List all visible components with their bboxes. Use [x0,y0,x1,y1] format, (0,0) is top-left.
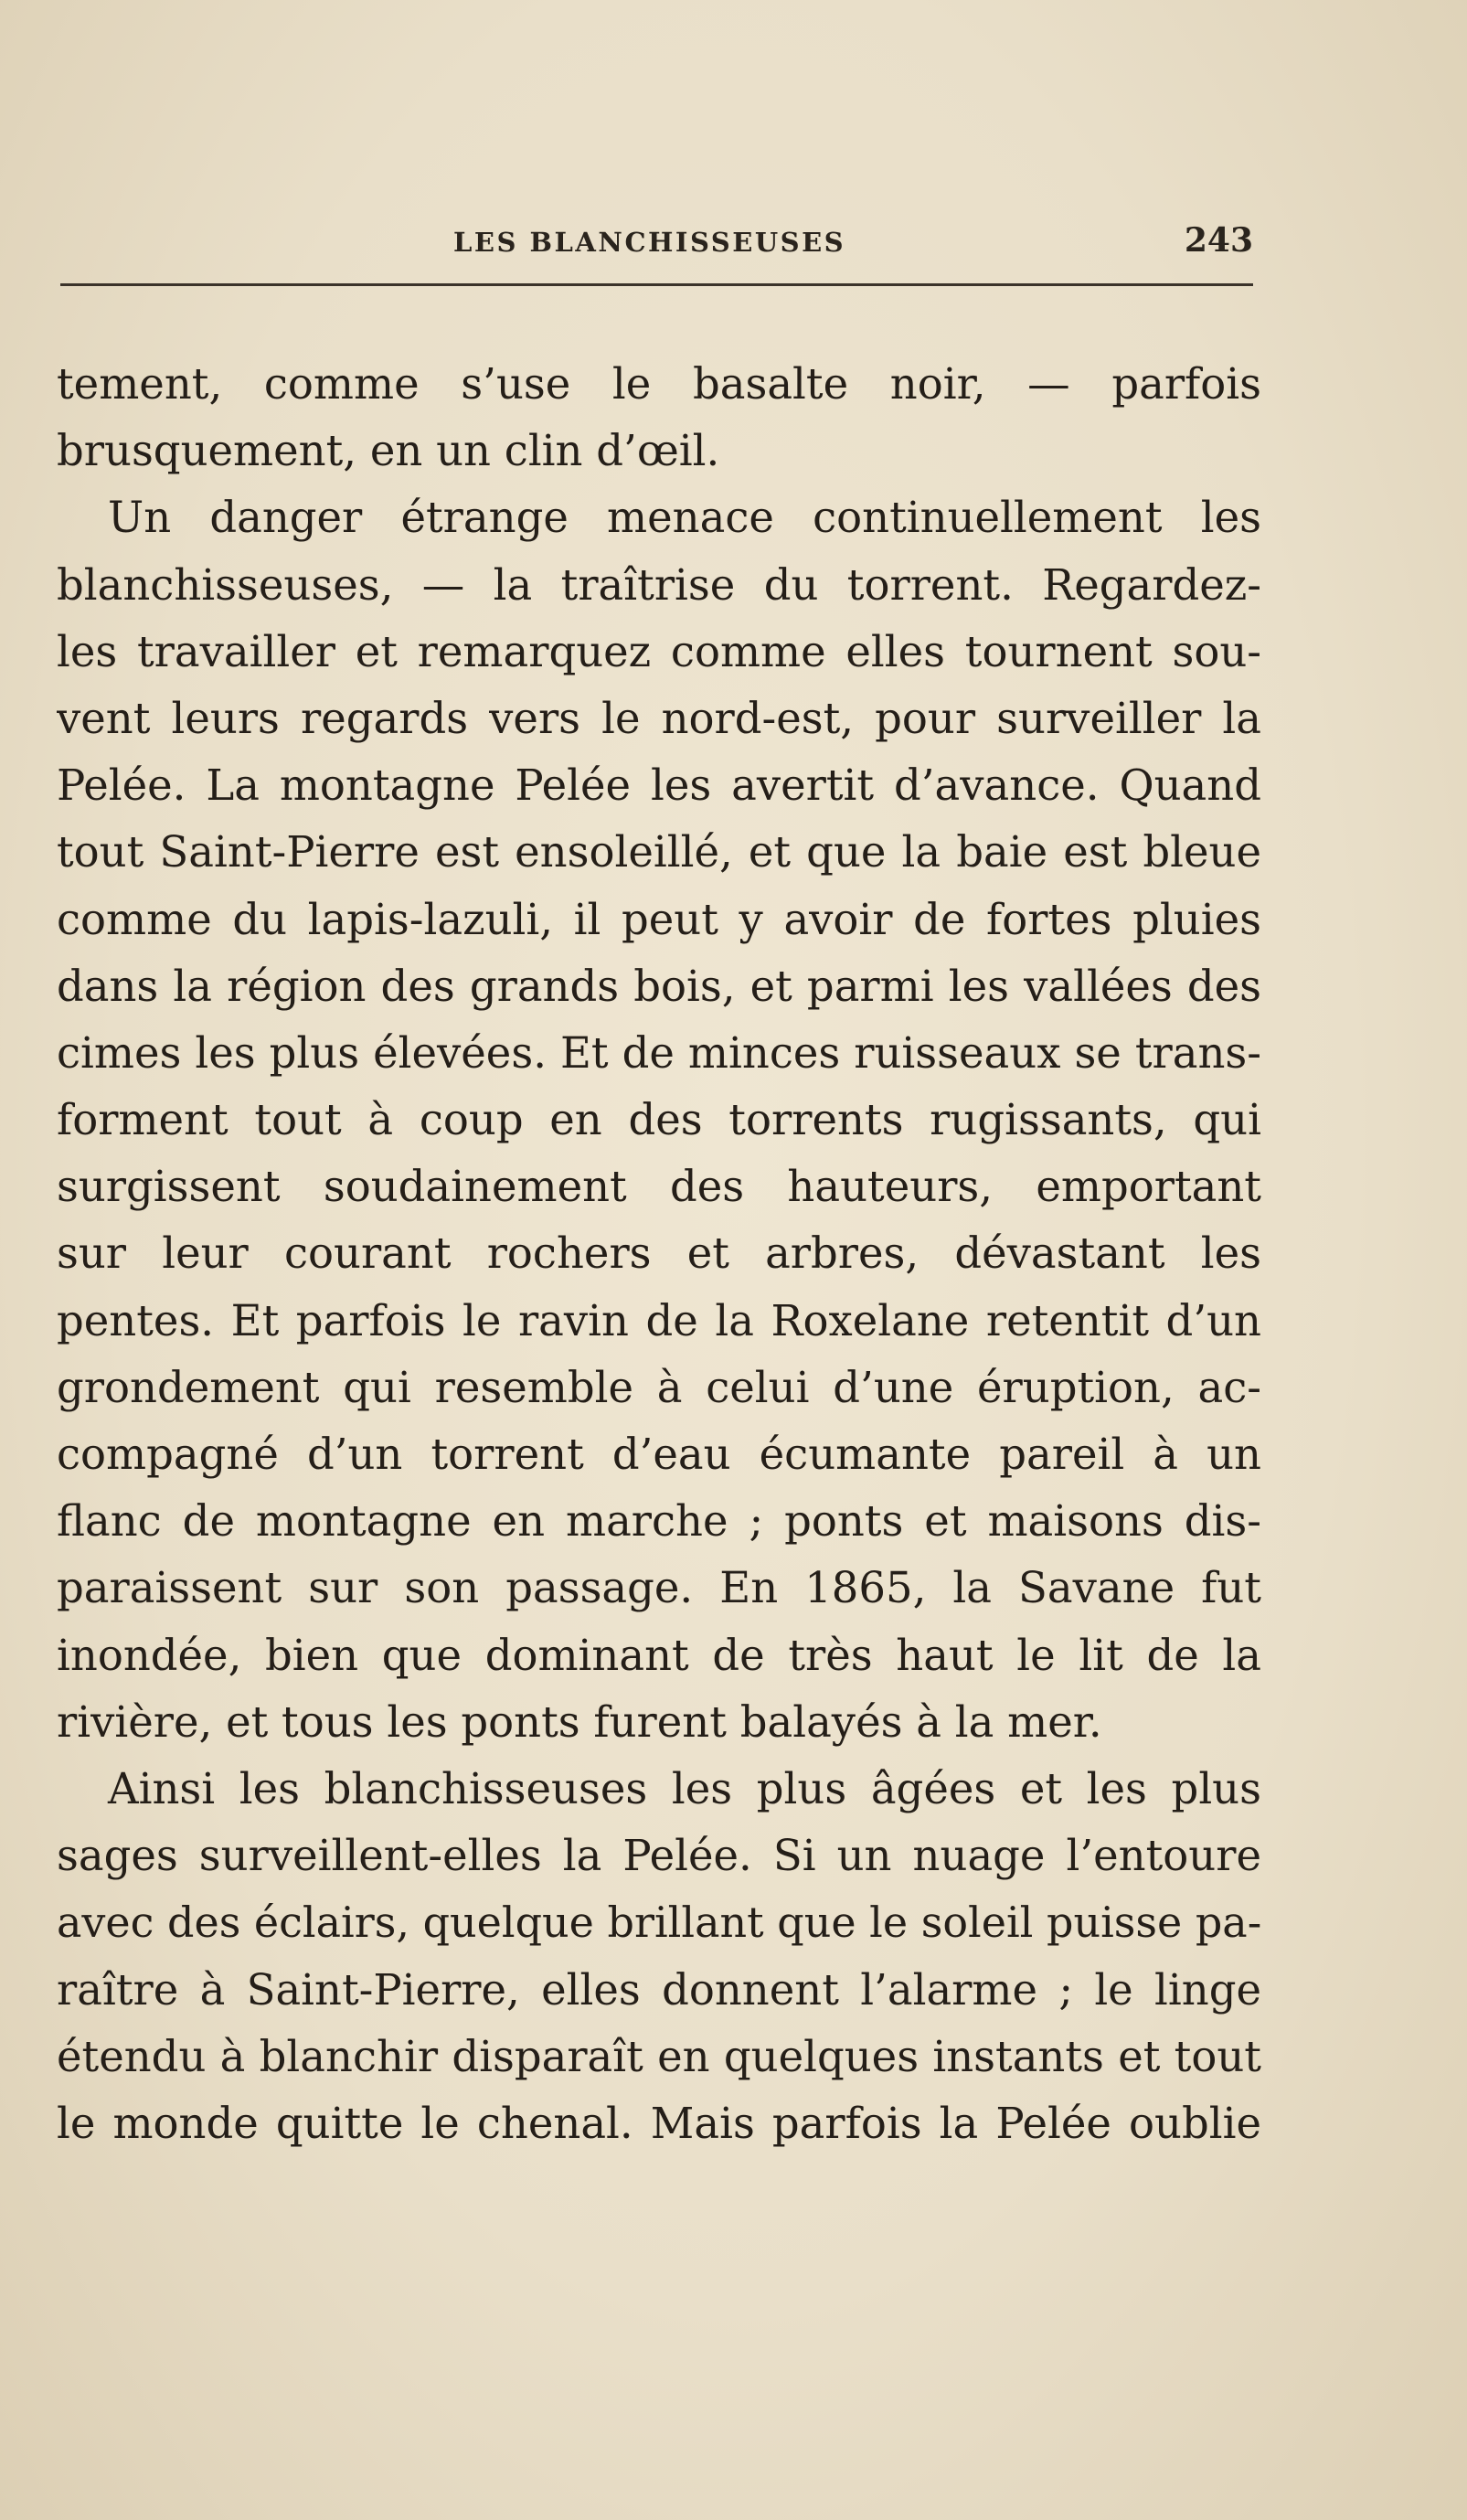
text-line: sur leur courant rochers et arbres, dévastant les [57,1228,1261,1279]
text-line: le monde quitte le chenal. Mais parfois la Pelée oublie [57,2098,1261,2148]
text-line: Ainsi les blanchisseuses les plus âgées et les plus [108,1763,1261,1813]
running-title: LES BLANCHISSEUSES [453,227,846,258]
text-line: paraissent sur son passage. En 1865, la Savane fut [57,1563,1261,1613]
text-line: rivière, et tous les ponts furent balayés à la mer. [57,1696,1102,1747]
text-line: les travailler et remarquez comme elles tournent sou- [57,626,1261,676]
text-line: surgissent soudainement des hauteurs, emportant [57,1162,1261,1212]
text-line: tement, comme s’use le basalte noir, — parfois [57,359,1261,409]
text-line: compagné d’un torrent d’eau écumante pareil à un [57,1430,1261,1479]
text-line: sages surveillent-elles la Pelée. Si un nuage l’entoure [57,1831,1261,1881]
text-line: brusquement, en un clin d’œil. [57,426,720,476]
header-rule [60,283,1253,286]
text-line: vent leurs regards vers le nord-est, pour surveiller la [57,693,1261,743]
text-line: dans la région des grands bois, et parmi les vallées des [57,961,1261,1011]
page-header [60,221,1253,269]
text-line: forment tout à coup en des torrents rugissants, qui [57,1095,1261,1145]
text-line: Un danger étrange menace continuellement les [108,493,1261,543]
text-line: étendu à blanchir disparaît en quelques instants et tout [57,2031,1261,2081]
text-line: tout Saint-Pierre est ensoleillé, et que la baie est bleue [57,827,1261,877]
text-line: inondée, bien que dominant de très haut le lit de la [57,1630,1261,1680]
text-line: blanchisseuses, — la traîtrise du torrent. Regardez- [57,559,1261,610]
text-line: pentes. Et parfois le ravin de la Roxelane retentit d’un [57,1295,1261,1345]
text-line: avec des éclairs, quelque brillant que le soleil puisse pa- [57,1898,1261,1948]
text-line: raître à Saint-Pierre, elles donnent l’alarme ; le linge [57,1964,1261,2015]
body-text [57,351,1261,2157]
text-line: cimes les plus élevées. Et de minces ruisseaux se trans- [57,1027,1261,1078]
text-line: grondement qui resemble à celui d’une éruption, ac- [57,1362,1261,1412]
text-line: comme du lapis-lazuli, il peut y avoir de fortes pluies [57,894,1261,944]
page-number: 243 [1184,221,1253,260]
text-line: Pelée. La montagne Pelée les avertit d’avance. Quand [57,760,1261,811]
text-line: flanc de montagne en marche ; ponts et maisons dis- [57,1496,1261,1547]
